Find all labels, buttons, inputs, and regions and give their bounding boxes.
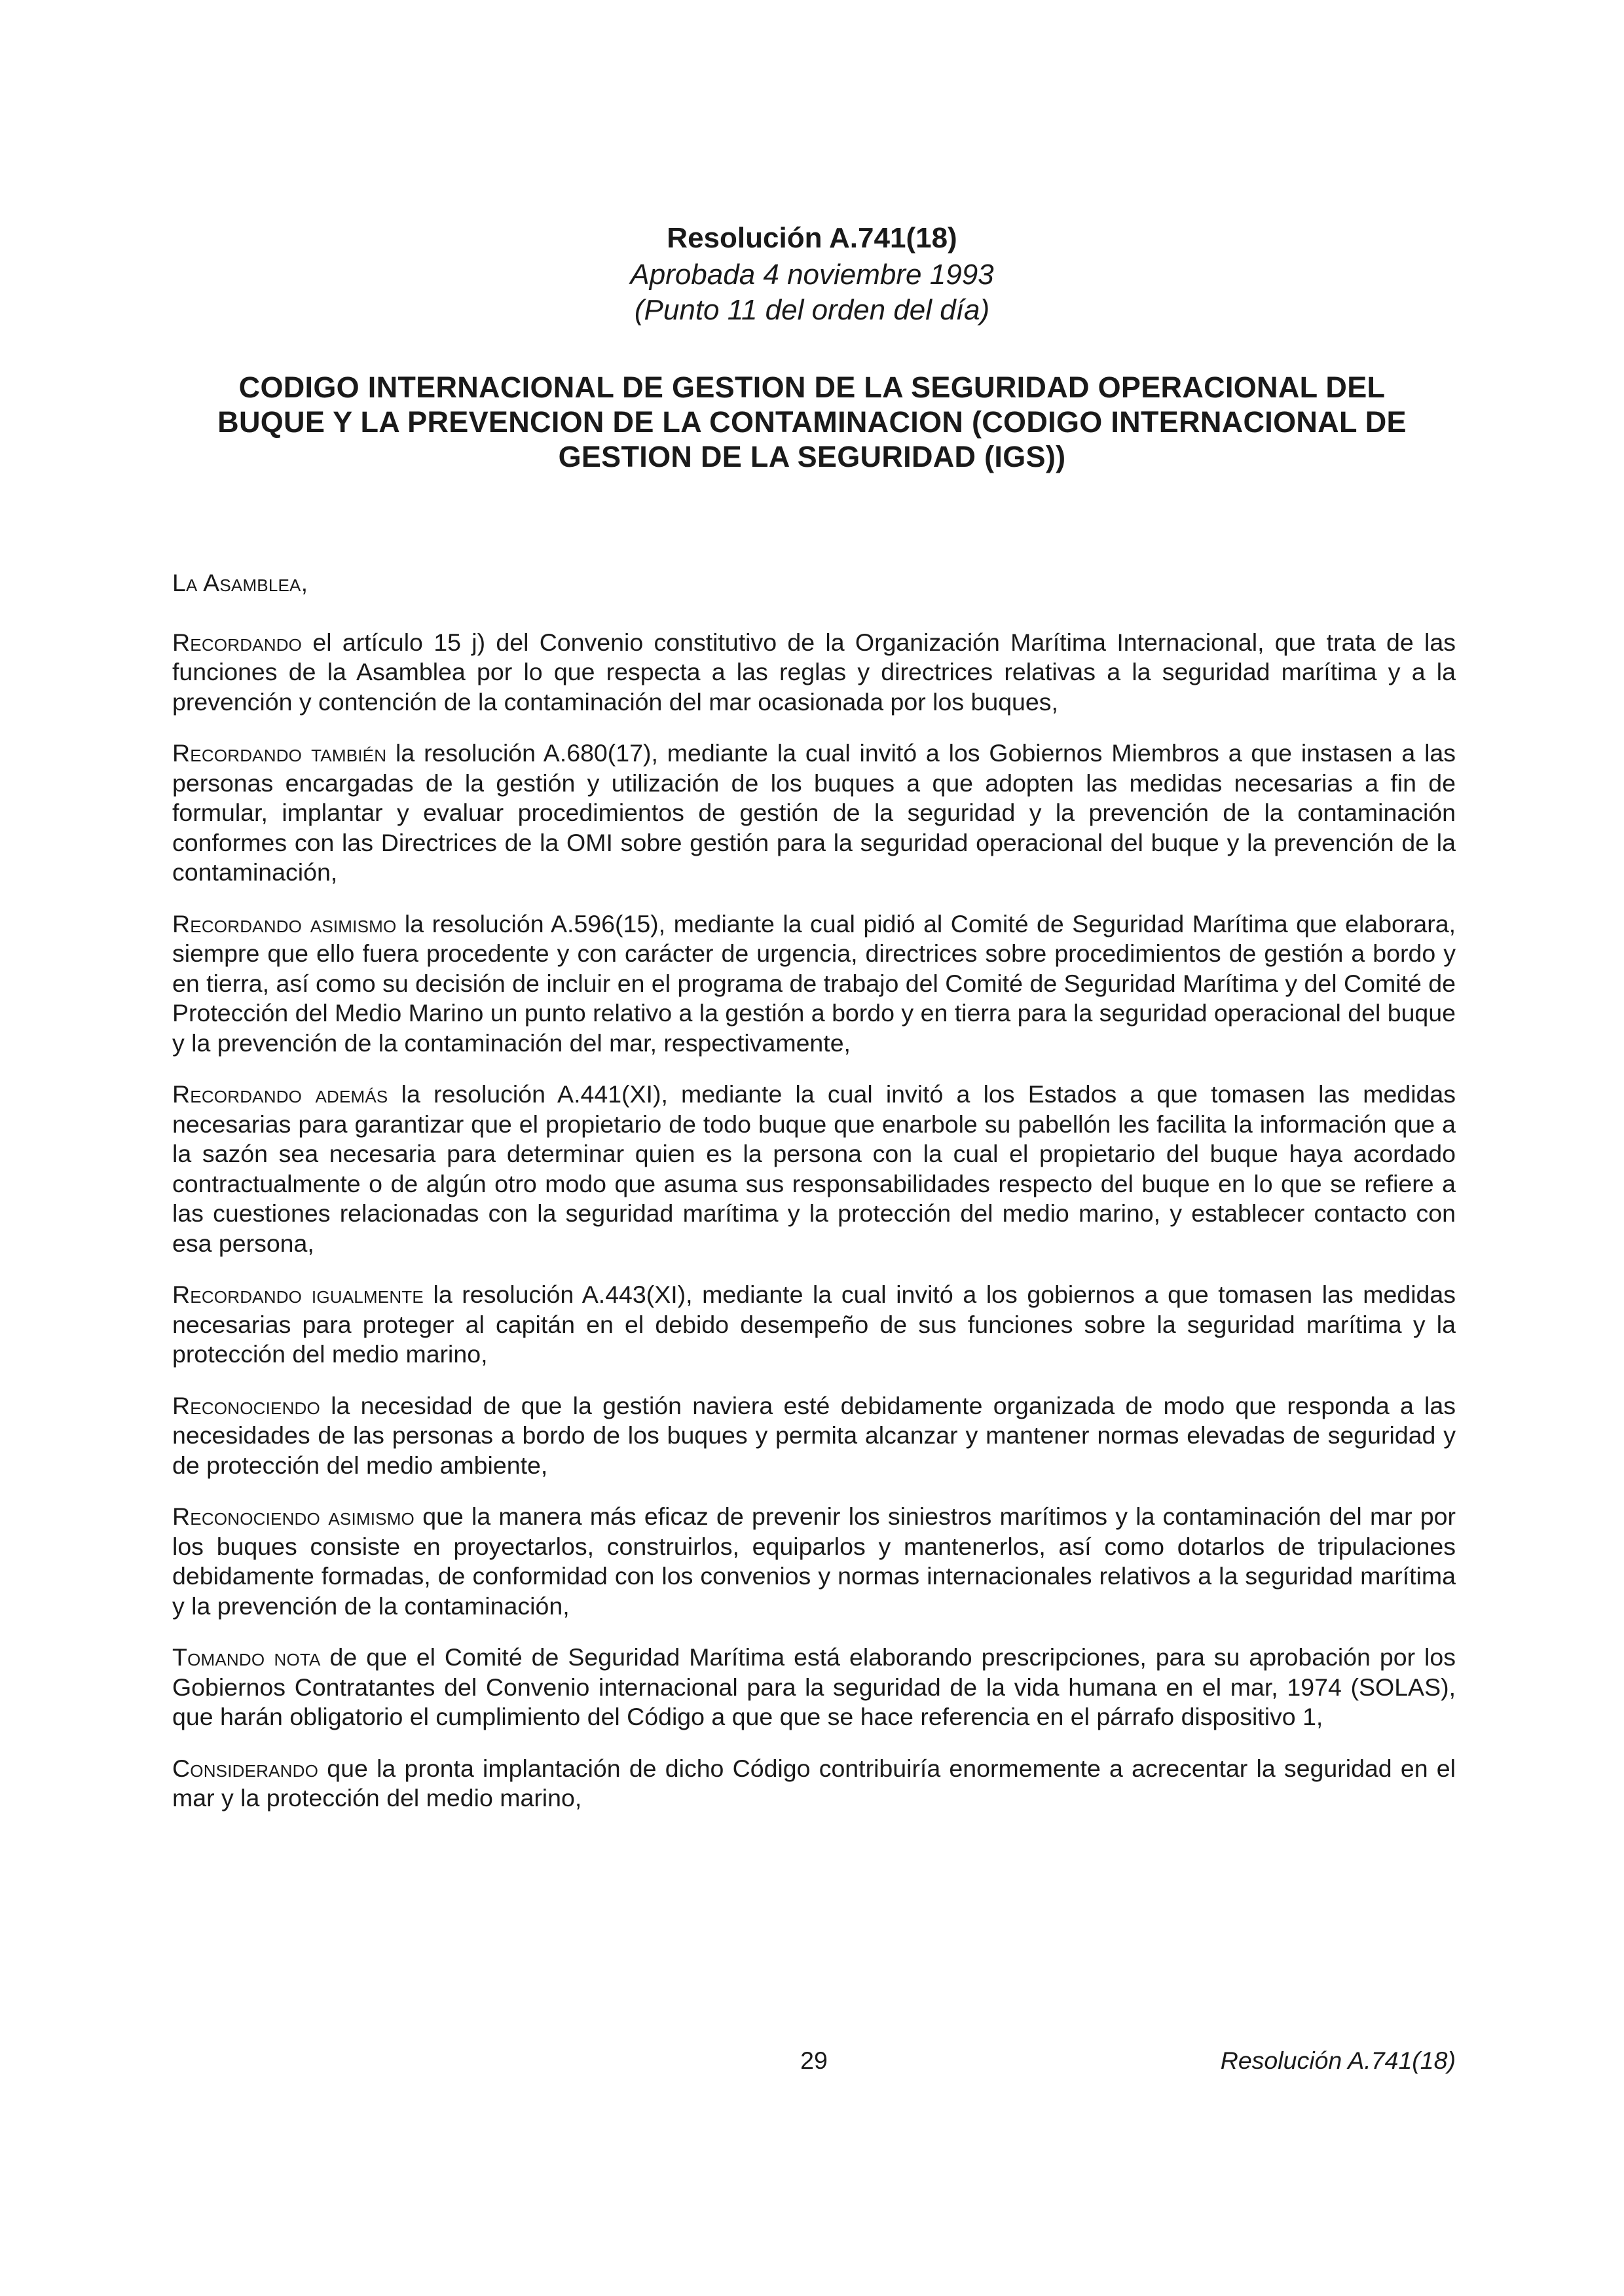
paragraph-lead: Recordando (172, 628, 303, 656)
paragraph-text: la resolución A.596(15), mediante la cual pidió al Comité de Seguridad Marítima que elaborara, siempre que ello fuera procedente y con carácter de urgencia, directrices sobre procedimientos de gestión a bordo y en tierra, así como su decisión de incluir en el programa de trabajo del Comité de Seguridad Marítima y del Comité de Protección del Medio Marino un punto relativo a la gestión a bordo y en tierra para la seguridad operacional del buque y la prevención de la contaminación del mar, respectivamente, (172, 909, 1456, 1057)
preamble-paragraph (172, 1280, 1456, 1370)
opening-line (172, 568, 1456, 598)
document-title: CODIGO INTERNACIONAL DE GESTION DE LA SEGURIDAD OPERACIONAL DEL BUQUE Y LA PREVENCION DE LA CONTAMINACION (CODIGO INTERNACIONAL DE GESTION DE LA SEGURIDAD (IGS)) (217, 371, 1407, 473)
paragraph-text: el artículo 15 j) del Convenio constitutivo de la Organización Marítima Internacional, que trata de las funciones de la Asamblea por lo que respecta a las reglas y directrices relativas a la seguridad marítima y a la prevención y contención de la contaminación del mar ocasionada por los buques, (172, 628, 1456, 716)
adoption-date: Aprobada 4 noviembre 1993 (630, 259, 994, 291)
paragraph-text: la resolución A.443(XI), mediante la cual invitó a los gobiernos a que tomasen las medidas necesarias para proteger al capitán en el debido desempeño de sus funciones sobre la seguridad marítima y la protección del medio marino, (172, 1281, 1456, 1368)
paragraph-text: la resolución A.680(17), mediante la cual invitó a los Gobiernos Miembros a que instasen a las personas encargadas de la gestión y utilización de los buques a que adopten las medidas necesarias a fin de formular, implantar y evaluar procedimientos de gestión de la seguridad y la prevención de la contaminación conformes con las Directrices de la OMI sobre gestión para la seguridad operacional del buque y la prevención de la contaminación, (172, 739, 1456, 886)
paragraph-text: de que el Comité de Seguridad Marítima está elaborando prescripciones, para su aprobación por los Gobiernos Contratantes del Convenio internacional para la seguridad de la vida humana en el mar, 1974 (SOLAS), que harán obligatorio el cumplimiento del Código a que que se hace referencia en el párrafo dispositivo 1, (172, 1643, 1456, 1730)
paragraph-text: la necesidad de que la gestión naviera esté debidamente organizada de modo que responda a las necesidades de las personas a bordo de los buques y permita alcanzar y mantener normas elevadas de seguridad y de protección del medio ambiente, (172, 1391, 1456, 1479)
paragraph-lead: Tomando nota (172, 1643, 321, 1671)
paragraph-text: que la pronta implantación de dicho Código contribuiría enormemente a acrecentar la seguridad en el mar y la protección del medio marino, (172, 1754, 1456, 1812)
paragraph-text: que la manera más eficaz de prevenir los siniestros marítimos y la contaminación del mar por los buques consiste en proyectarlos, construirlos, equiparlos y mantenerlos, así como dotarlos de tripulaciones debidamente formadas, de conformidad con los convenios y normas internacionales relativos a la seguridad marítima y la prevención de la contaminación, (172, 1503, 1456, 1620)
preamble (172, 568, 1456, 1835)
paragraph-lead: Recordando asimismo (172, 909, 397, 938)
preamble-paragraph (172, 738, 1456, 888)
paragraph-lead: Reconociendo asimismo (172, 1503, 415, 1530)
paragraph-lead: Recordando también (172, 739, 387, 767)
paragraph-lead: Reconociendo (172, 1391, 320, 1419)
paragraph-text: la resolución A.441(XI), mediante la cual invitó a los Estados a que tomasen las medidas necesarias para garantizar que el propietario de todo buque que enarbole su pabellón les facilita la información que a la sazón sea necesaria para determinar quien es la persona con la cual el propietario del buque haya acordado contractualmente o de algún otro modo que asuma sus responsabilidades respecto del buque en lo que se refiere a las cuestiones relacionadas con la seguridad marítima y la protección del medio marino, y establecer contacto con esa persona, (172, 1080, 1456, 1257)
preamble-paragraph (172, 628, 1456, 718)
preamble-paragraph (172, 909, 1456, 1059)
preamble-paragraph (172, 1080, 1456, 1258)
running-title: Resolución A.741(18) (1220, 2047, 1456, 2074)
agenda-item: (Punto 11 del orden del día) (634, 294, 990, 326)
paragraph-lead: Recordando además (172, 1080, 388, 1108)
resolution-header (0, 219, 1624, 328)
opening-lead: La Asamblea, (172, 569, 308, 596)
preamble-paragraph (172, 1391, 1456, 1481)
preamble-paragraph (172, 1502, 1456, 1621)
preamble-paragraph (172, 1643, 1456, 1732)
paragraph-lead: Considerando (172, 1754, 319, 1782)
resolution-number: Resolución A.741(18) (667, 222, 957, 254)
page-number: 29 (800, 2047, 828, 2074)
preamble-paragraph (172, 1754, 1456, 1813)
paragraph-lead: Recordando igualmente (172, 1281, 424, 1308)
